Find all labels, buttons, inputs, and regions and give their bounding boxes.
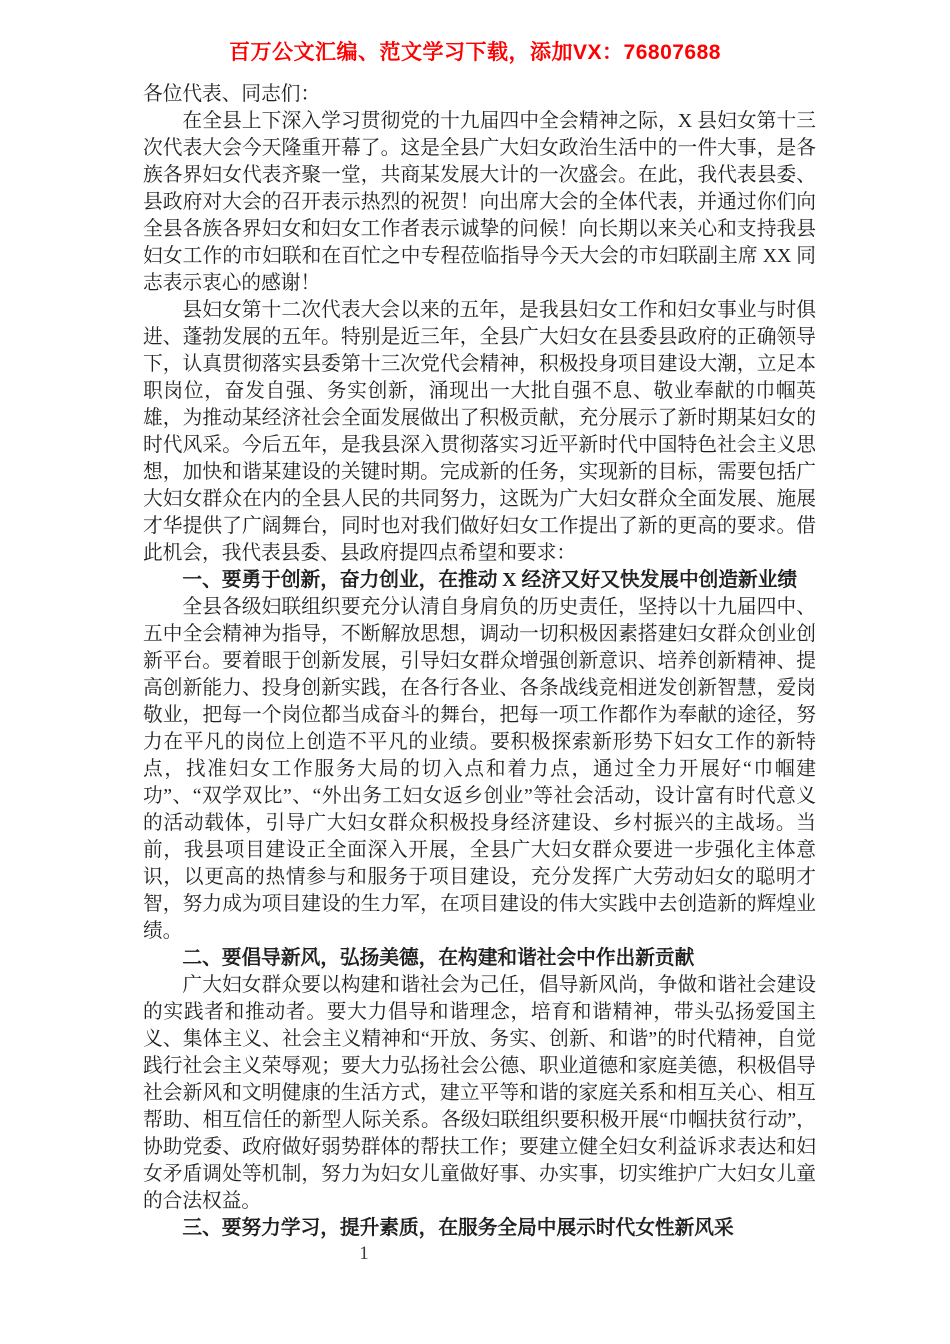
section-heading-2: 二、要倡导新风，弘扬美德，在构建和谐社会中作出新贡献 [182,947,695,969]
section-heading-1: 一、要勇于创新，奋力创业，在推动 X 经济又好又快发展中创造新业绩 [182,569,798,591]
paragraph-opening: 在全县上下深入学习贯彻党的十九届四中全会精神之际，X 县妇女第十三次代表大会今天隆重开幕了。这是全县广大妇女政治生活中的一件大事，是各族各界妇女代表齐聚一堂，共商某发展大计的一次盛会。在此，我代表县委、县政府对大会的召开表示热烈的祝贺！向出席大会的全体代表，并通过你们向全县各族各界妇女和妇女工作者表示诚挚的问候！向长期以来关心和支持我县妇女工作的市妇联和在百忙之中专程莅临指导今天大会的市妇联副主席 XX 同志表示衷心的感谢！ [143,110,816,294]
page-number: 1 [359,1243,369,1264]
salutation: 各位代表、同志们： [143,83,321,105]
promo-header-notice: 百万公文汇编、范文学习下载，添加VX：76807688 [229,41,721,64]
paragraph-review: 县妇女第十二次代表大会以来的五年，是我县妇女工作和妇女事业与时俱进、蓬勃发展的五年。特别是近三年，全县广大妇女在县委县政府的正确领导下，认真贯彻落实县委第十三次党代会精神，积极投身项目建设大潮，立足本职岗位，奋发自强、务实创新，涌现出一大批自强不息、敬业奉献的巾帼英雄，为推动某经济社会全面发展做出了积极贡献，充分展示了新时期某妇女的时代风采。今后五年，是我县深入贯彻落实习近平新时代中国特色社会主义思想，加快和谐某建设的关键时期。完成新的任务，实现新的目标，需要包括广大妇女群众在内的全县人民的共同努力，这既为广大妇女群众全面发展、施展才华提供了广阔舞台，同时也对我们做好妇女工作提出了新的更高的要求。借此机会，我代表县委、县政府提四点希望和要求： [143,299,816,564]
paragraph-section-2: 广大妇女群众要以构建和谐社会为己任，倡导新风尚，争做和谐社会建设的实践者和推动者。要大力倡导和谐理念，培育和谐精神，带头弘扬爱国主义、集体主义、社会主义精神和“开放、务实、创新、和谐”的时代精神，自觉践行社会主义荣辱观；要大力弘扬社会公德、职业道德和家庭美德，积极倡导社会新风和文明健康的生活方式，建立平等和谐的家庭关系和相互关心、相互帮助、相互信任的新型人际关系。各级妇联组织要积极开展“巾帼扶贫行动”，协助党委、政府做好弱势群体的帮扶工作；要建立健全妇女利益诉求表达和妇女矛盾调处等机制，努力为妇女儿童做好事、办实事，切实维护广大妇女儿童的合法权益。 [143,974,816,1212]
section-heading-3: 三、要努力学习，提升素质，在服务全局中展示时代女性新风采 [182,1217,734,1239]
paragraph-section-1: 全县各级妇联组织要充分认清自身肩负的历史责任，坚持以十九届四中、五中全会精神为指导，不断解放思想，调动一切积极因素搭建妇女群众创业创新平台。要着眼于创新发展，引导妇女群众增强创新意识、培养创新精神、提高创新能力、投身创新实践，在各行各业、各条战线竞相迸发创新智慧，爱岗敬业，把每一个岗位都当成奋斗的舞台，把每一项工作都作为奉献的途径，努力在平凡的岗位上创造不平凡的业绩。要积极探索新形势下妇女工作的新特点，找准妇女工作服务大局的切入点和着力点，通过全力开展好“巾帼建功”、“双学双比”、“外出务工妇女返乡创业”等社会活动，设计富有时代意义的活动载体，引导广大妇女群众积极投身经济建设、乡村振兴的主战场。当前，我县项目建设正全面深入开展，全县广大妇女群众要进一步强化主体意识，以更高的热情参与和服务于项目建设，充分发挥广大劳动妇女的聪明才智，努力成为项目建设的生力军，在项目建设的伟大实践中去创造新的辉煌业绩。 [143,596,816,942]
document-body [143,81,816,1242]
